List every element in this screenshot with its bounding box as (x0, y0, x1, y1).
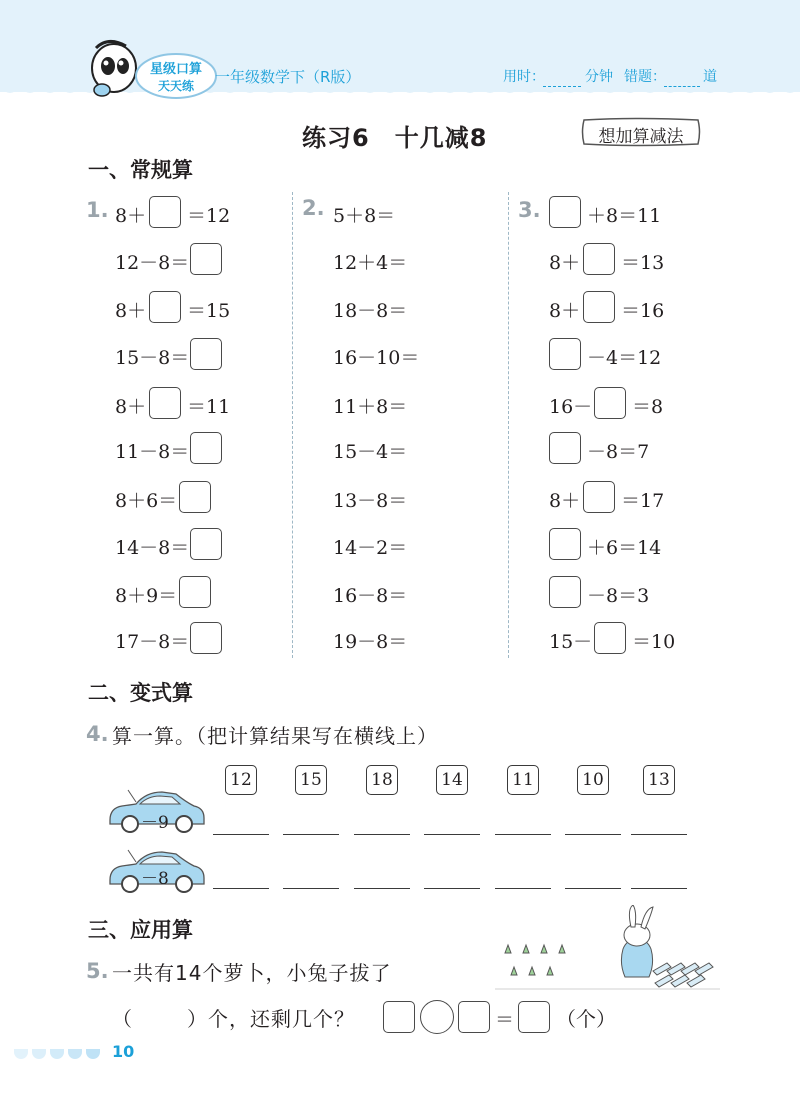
answer-box[interactable] (190, 338, 222, 370)
q4-answer-line-row1[interactable] (565, 834, 621, 835)
answer-box[interactable] (549, 432, 581, 464)
logo-text-1: 星级口算 (149, 62, 203, 77)
q2-answer-blank[interactable] (410, 299, 450, 323)
q4-number-box: 10 (577, 765, 609, 795)
answer-box[interactable] (149, 291, 181, 323)
footer-dot (68, 1049, 82, 1059)
car2-operation: －8 (141, 869, 169, 889)
time-blank[interactable] (543, 86, 581, 88)
q1-expression: 8＋ (115, 300, 147, 322)
q4-number-box: 18 (366, 765, 398, 795)
q3-expression-tail: ＝13 (621, 252, 665, 274)
q1-number: 1. (86, 198, 109, 222)
q4-answer-line-row2[interactable] (424, 888, 480, 889)
logo-text-2: 天天练 (157, 79, 195, 93)
q2-answer-blank[interactable] (399, 204, 439, 228)
q1-expression-tail: ＝12 (187, 205, 231, 227)
page-number: 10 (112, 1042, 135, 1061)
q3-expression-tail: ＝17 (621, 490, 665, 512)
q3-expression: 8＋ (549, 252, 581, 274)
q1-expression-tail: ＝11 (187, 396, 231, 418)
column-divider-2 (508, 192, 509, 658)
q1-expression-tail: ＝15 (187, 300, 231, 322)
q3-expression-tail: ＝16 (621, 300, 665, 322)
q3-expression: 16－ (549, 396, 593, 418)
q1-expression: 8＋6＝ (115, 490, 178, 512)
q3-expression: 8＋ (549, 300, 581, 322)
answer-box[interactable] (583, 243, 615, 275)
hint-text: 想加算减法 (598, 127, 684, 147)
footer-dot (14, 1049, 28, 1059)
q2-expression: 18－8＝ (333, 300, 408, 322)
time-unit: 分钟 (585, 69, 613, 85)
q3-number: 3. (518, 198, 541, 222)
q2-expression: 16－10＝ (333, 347, 420, 369)
q3-expression-tail: －4＝12 (587, 347, 662, 369)
q4-answer-line-row2[interactable] (631, 888, 687, 889)
q2-answer-blank[interactable] (410, 251, 450, 275)
q1-expression: 11－8＝ (115, 441, 190, 463)
q2-expression: 11＋8＝ (333, 396, 408, 418)
answer-box[interactable] (583, 291, 615, 323)
q2-number: 2. (302, 196, 325, 220)
errors-unit: 道 (703, 69, 717, 85)
q4-number-box: 11 (507, 765, 539, 795)
q2-expression: 12＋4＝ (333, 252, 408, 274)
q4-instruction: 算一算。（把计算结果写在横线上） (112, 724, 438, 748)
q2-answer-blank[interactable] (421, 346, 461, 370)
q3-expression-tail: ＝8 (632, 396, 664, 418)
answer-box[interactable] (549, 528, 581, 560)
q4-number-box: 13 (643, 765, 675, 795)
q1-expression: 14－8＝ (115, 537, 190, 559)
answer-box[interactable] (190, 622, 222, 654)
answer-box[interactable] (594, 622, 626, 654)
q1-expression: 15－8＝ (115, 347, 190, 369)
q5-unit: （个） (556, 1007, 616, 1031)
q4-answer-line-row2[interactable] (495, 888, 551, 889)
q4-number-box: 12 (225, 765, 257, 795)
q4-answer-line-row1[interactable] (424, 834, 480, 835)
answer-box[interactable] (190, 432, 222, 464)
q5-question: 一共有14个萝卜，小兔子拔了 (112, 961, 392, 985)
q4-number-box: 15 (295, 765, 327, 795)
answer-box[interactable] (383, 1001, 415, 1033)
answer-box[interactable] (583, 481, 615, 513)
section-3-heading: 三、应用算 (88, 918, 193, 942)
q2-answer-blank[interactable] (410, 489, 450, 513)
q2-expression: 16－8＝ (333, 585, 408, 607)
q4-answer-line-row1[interactable] (354, 834, 410, 835)
answer-box[interactable] (549, 196, 581, 228)
section-1-heading: 一、常规算 (88, 158, 193, 182)
q2-expression: 15－4＝ (333, 441, 408, 463)
answer-box[interactable] (518, 1001, 550, 1033)
q4-answer-line-row2[interactable] (354, 888, 410, 889)
answer-box[interactable] (190, 243, 222, 275)
q4-number: 4. (86, 722, 109, 746)
operator-circle[interactable] (420, 1000, 454, 1034)
section-2-heading: 二、变式算 (88, 681, 193, 705)
q3-expression-tail: －8＝7 (587, 441, 650, 463)
q2-answer-blank[interactable] (410, 630, 450, 654)
answer-box[interactable] (179, 481, 211, 513)
q3-expression-tail: ＝10 (632, 631, 676, 653)
q3-expression-tail: ＋6＝14 (587, 537, 662, 559)
q2-answer-blank[interactable] (410, 440, 450, 464)
q1-expression: 8＋ (115, 205, 147, 227)
q4-answer-line-row2[interactable] (213, 888, 269, 889)
footer-dot (32, 1049, 46, 1059)
errors-label: 错题： (624, 69, 666, 85)
q4-answer-line-row1[interactable] (283, 834, 339, 835)
answer-box[interactable] (179, 576, 211, 608)
footer-dot (86, 1049, 100, 1059)
q5-blank-open: （ (112, 1007, 132, 1031)
q1-expression: 12－8＝ (115, 252, 190, 274)
q2-expression: 14－2＝ (333, 537, 408, 559)
q4-answer-line-row1[interactable] (213, 834, 269, 835)
answer-box[interactable] (149, 196, 181, 228)
q2-answer-blank[interactable] (410, 536, 450, 560)
column-divider-1 (292, 192, 293, 658)
q3-expression: 8＋ (549, 490, 581, 512)
q5-equals: ＝ (495, 1009, 515, 1031)
q4-answer-line-row2[interactable] (565, 888, 621, 889)
q5-blank-close: ）个，还剩几个？ (187, 1007, 355, 1031)
q1-expression: 8＋ (115, 396, 147, 418)
mascot-logo (78, 18, 228, 108)
answer-box[interactable] (549, 576, 581, 608)
q2-expression: 5＋8＝ (333, 205, 396, 227)
q2-answer-blank[interactable] (410, 584, 450, 608)
rabbit-carrots-illustration (495, 905, 720, 990)
errors-blank[interactable] (664, 86, 700, 88)
q2-expression: 19－8＝ (333, 631, 408, 653)
answer-box[interactable] (149, 387, 181, 419)
q3-expression-tail: ＋8＝11 (587, 205, 662, 227)
q4-answer-line-row1[interactable] (495, 834, 551, 835)
q1-expression: 17－8＝ (115, 631, 190, 653)
footer-dot (50, 1049, 64, 1059)
book-title: 一年级数学下（R版） (215, 68, 361, 86)
q4-number-box: 14 (436, 765, 468, 795)
q4-answer-line-row1[interactable] (631, 834, 687, 835)
q5-number: 5. (86, 959, 109, 983)
answer-box[interactable] (458, 1001, 490, 1033)
time-label: 用时： (503, 69, 545, 85)
q3-expression: 15－ (549, 631, 593, 653)
q4-answer-line-row2[interactable] (283, 888, 339, 889)
q3-expression-tail: －8＝3 (587, 585, 650, 607)
q2-expression: 13－8＝ (333, 490, 408, 512)
answer-box[interactable] (549, 338, 581, 370)
lesson-title: 练习6 十几减8 (302, 124, 488, 152)
answer-box[interactable] (594, 387, 626, 419)
car1-operation: －9 (141, 813, 169, 833)
answer-box[interactable] (190, 528, 222, 560)
q2-answer-blank[interactable] (410, 395, 450, 419)
q1-expression: 8＋9＝ (115, 585, 178, 607)
